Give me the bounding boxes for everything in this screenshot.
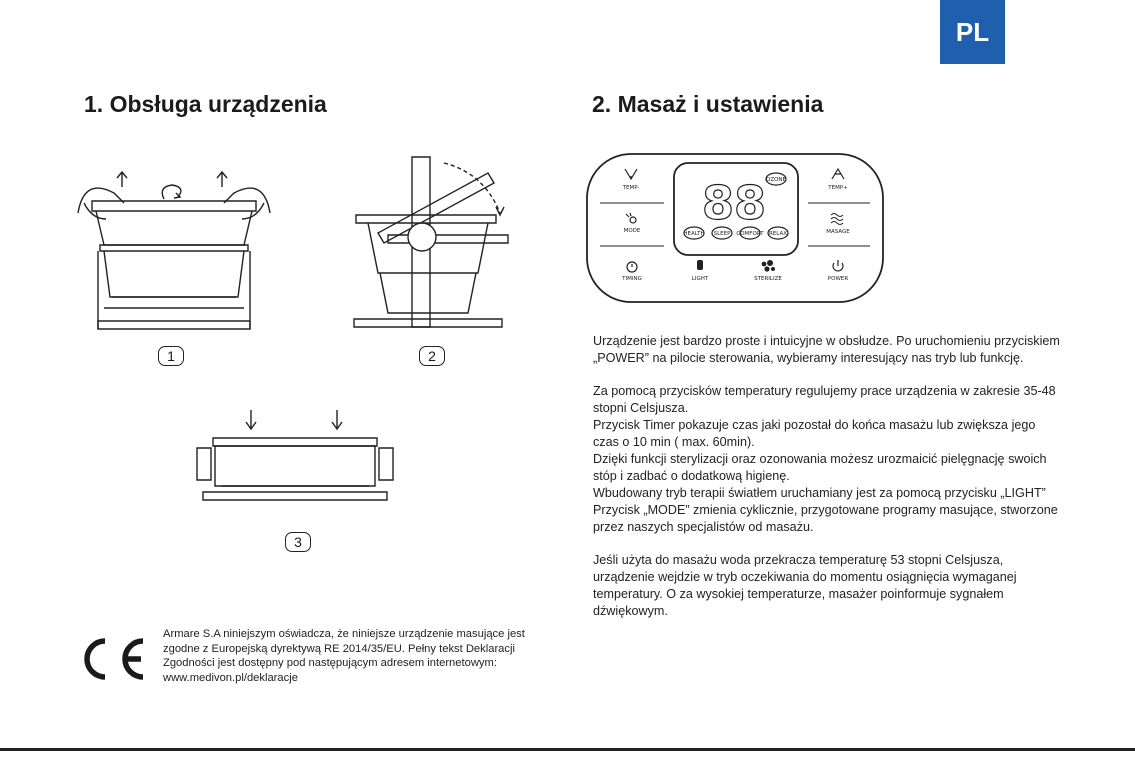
light-icon (697, 260, 703, 270)
paragraph-mode: Przycisk „MODE” zmienia cyklicznie, przygotowane programy masujące, stworzone przez naszych specjalistów od masażu. (593, 503, 1058, 534)
section-title-massage: 2. Masaż i ustawienia (592, 91, 824, 117)
relax-button[interactable] (768, 227, 788, 239)
mode-icon (626, 213, 636, 223)
language-badge: PL (940, 0, 1005, 64)
paragraph-timer: Przycisk Timer pokazuje czas jaki pozostał do końca masażu lub zwiększa jego czas o 10 min ( max. 60min). (593, 418, 1036, 449)
massage-icon (831, 214, 843, 225)
power-button[interactable] (828, 260, 849, 282)
paragraph-temperature: Za pomocą przycisków temperatury regulujemy prace urządzenia w zakresie 35-48 stopni Celsjusza. (593, 384, 1056, 415)
light-label: LIGHT (691, 276, 709, 282)
sleep-label: SLEEP (713, 231, 731, 237)
sterilize-label: STERILIZE (754, 276, 782, 282)
declaration-of-conformity (163, 627, 563, 685)
paragraph-light: Wbudowany tryb terapii światłem uruchamiany jest za pomocą przycisku „LIGHT” (593, 486, 1046, 500)
massage-button[interactable] (826, 214, 850, 236)
temp-up-icon (832, 169, 844, 179)
timing-button[interactable] (621, 262, 642, 282)
temp-up-label: TEMP+ (828, 185, 848, 191)
sterilize-icon (762, 260, 775, 272)
mode-label: MODE (623, 228, 641, 234)
massage-label: MASAGE (826, 229, 850, 235)
illustration-step-1 (74, 163, 274, 338)
display-digits: 88 (702, 176, 767, 230)
mode-button[interactable] (624, 213, 641, 234)
step-label-3: 3 (285, 532, 311, 552)
timing-icon (627, 262, 637, 272)
paragraph-sterilization: Dzięki funkcji sterylizacji oraz ozonowania możesz urozmaicić pielęgnację swoich stóp i zadbać o dodatkową higienę. (593, 452, 1047, 483)
sterilize-button[interactable] (754, 260, 782, 282)
step-label-2: 2 (419, 346, 445, 366)
ozone-button[interactable] (766, 173, 787, 185)
illustration-step-2 (348, 153, 518, 333)
footer-divider (0, 748, 1135, 751)
paragraph-overheat: Jeśli użyta do masażu woda przekracza temperaturę 53 stopni Celsjusza, urządzenie wejdzie w tryb oczekiwania do momentu osiągnięcia wymaganej temperatury. O za wysokiej temperaturze, masażer poinformuje sygnałem dźwiękowym. (593, 553, 1017, 618)
timing-label: TIMING (622, 276, 642, 282)
comfort-label: COMFORT (736, 231, 764, 237)
power-icon (833, 260, 843, 271)
temp-down-label: TEMP- (622, 185, 640, 191)
ozone-label: OZONE (765, 177, 787, 183)
temp-down-button[interactable] (622, 169, 640, 191)
relax-label: RELAX (768, 231, 788, 237)
health-label: HEALTH (683, 231, 705, 237)
declaration-text: Armare S.A niniejszym oświadcza, że niniejsze urządzenie masujące jest zgodne z Europejską dyrektywą RE 2014/35/EU. Pełny tekst Deklaracji Zgodności jest dostępny pod następującym adresem internetowym: www.medivon.pl/deklaracje (163, 628, 525, 684)
light-button[interactable] (692, 260, 709, 282)
control-panel-diagram (586, 153, 884, 303)
temp-down-icon (625, 169, 637, 179)
temp-up-button[interactable] (827, 169, 848, 191)
instructions-text (593, 333, 1063, 636)
power-label: POWER (827, 276, 849, 282)
section-title-operation: 1. Obsługa urządzenia (84, 91, 327, 117)
illustration-step-3 (195, 408, 395, 513)
step-label-1: 1 (158, 346, 184, 366)
paragraph-intro: Urządzenie jest bardzo proste i intuicyjne w obsłudze. Po uruchomieniu przyciskiem „POWER” na pilocie sterowania, wybieramy interesujący nas tryb lub funkcję. (593, 334, 1060, 365)
health-button[interactable] (683, 227, 704, 239)
ce-mark-logo (75, 637, 149, 681)
